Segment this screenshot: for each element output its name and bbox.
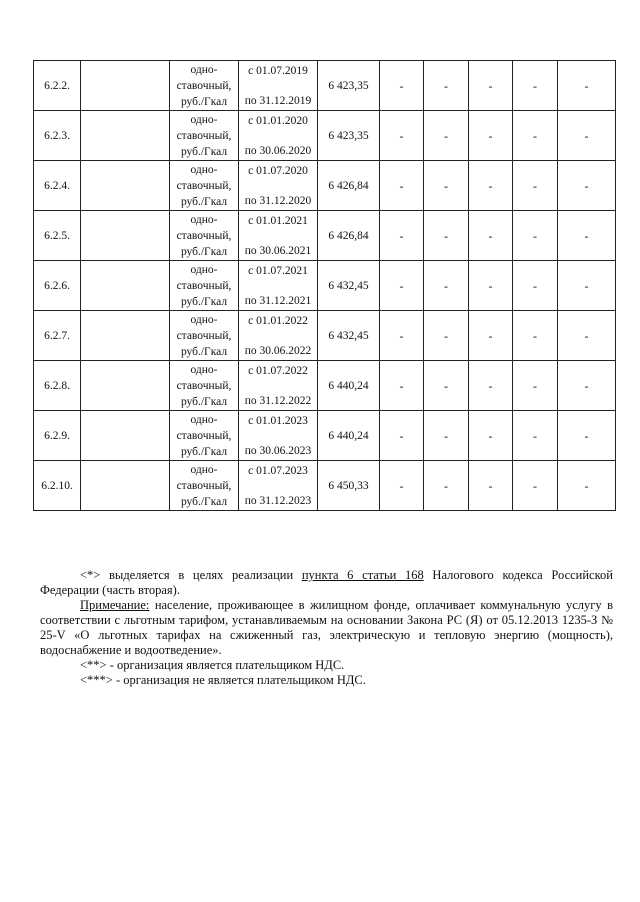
unit-line: руб./Гкал [180,95,228,108]
period-to: по 30.06.2022 [244,344,312,357]
period-from: с 01.07.2019 [248,64,308,77]
empty-value-dash: - [380,261,424,311]
tariff-value: 6 432,45 [318,311,380,361]
empty-value-dash: - [558,461,616,511]
empty-value-dash: - [558,161,616,211]
tariff-value: 6 450,33 [318,461,380,511]
tariff-value: 6 426,84 [318,211,380,261]
row-name-cell [81,161,170,211]
table-row [34,61,616,111]
unit-line: руб./Гкал [180,445,228,458]
unit-line: ставочный, [176,229,232,242]
row-name-cell [81,61,170,111]
empty-value-dash: - [513,61,558,111]
unit-cell [170,61,239,111]
unit-line: руб./Гкал [180,345,228,358]
period-cell [239,111,318,161]
row-number: 6.2.10. [34,461,81,511]
empty-value-dash: - [424,261,469,311]
row-number: 6.2.5. [34,211,81,261]
table-row [34,461,616,511]
empty-value-dash: - [380,361,424,411]
empty-value-dash: - [380,161,424,211]
row-number: 6.2.3. [34,111,81,161]
empty-value-dash: - [424,161,469,211]
unit-line: одно- [190,163,218,176]
unit-line: ставочный, [176,329,232,342]
period-cell [239,311,318,361]
table-row [34,361,616,411]
empty-value-dash: - [469,211,513,261]
empty-value-dash: - [424,111,469,161]
period-from: с 01.01.2020 [248,114,308,127]
empty-value-dash: - [513,111,558,161]
period-to: по 30.06.2021 [244,244,312,257]
tariff-table [33,60,616,511]
period-from: с 01.07.2021 [248,264,308,277]
empty-value-dash: - [469,311,513,361]
footnote-vat-payer: <**> - организация является плательщиком НДС. [80,658,345,672]
period-from: с 01.07.2022 [248,364,308,377]
period-to: по 31.12.2021 [244,294,312,307]
tariff-value: 6 432,45 [318,261,380,311]
unit-line: одно- [190,213,218,226]
empty-value-dash: - [424,461,469,511]
period-from: с 01.07.2020 [248,164,308,177]
unit-cell [170,211,239,261]
unit-line: ставочный, [176,79,232,92]
empty-value-dash: - [424,411,469,461]
remark: Примечание: население, проживающее в жилищном фонде, оплачивает коммунальную услугу в соответствии с льготным тарифом, устанавливаемым на основании Закона РС (Я) от 05.12.2013 1235-З № 25-V «О льготных тарифах на сжиженный газ, электрическую и тепловую энергию (мощность), водоснабжение и водоотведение». [40,598,613,657]
empty-value-dash: - [469,411,513,461]
tax-code-link[interactable]: пункта 6 статьи 168 [301,568,424,582]
row-number: 6.2.4. [34,161,81,211]
empty-value-dash: - [380,61,424,111]
empty-value-dash: - [558,261,616,311]
empty-value-dash: - [424,61,469,111]
unit-line: руб./Гкал [180,245,228,258]
period-cell [239,461,318,511]
row-number: 6.2.7. [34,311,81,361]
period-to: по 31.12.2019 [244,94,312,107]
unit-line: одно- [190,363,218,376]
row-name-cell [81,361,170,411]
row-name-cell [81,411,170,461]
unit-line: ставочный, [176,479,232,492]
row-name-cell [81,111,170,161]
unit-line: ставочный, [176,179,232,192]
empty-value-dash: - [469,111,513,161]
tariff-value: 6 423,35 [318,61,380,111]
unit-line: одно- [190,63,218,76]
empty-value-dash: - [558,311,616,361]
empty-value-dash: - [469,461,513,511]
table-row [34,161,616,211]
empty-value-dash: - [513,461,558,511]
unit-line: ставочный, [176,429,232,442]
empty-value-dash: - [558,61,616,111]
row-number: 6.2.6. [34,261,81,311]
unit-cell [170,111,239,161]
unit-line: одно- [190,263,218,276]
empty-value-dash: - [380,311,424,361]
row-number: 6.2.8. [34,361,81,411]
unit-line: руб./Гкал [180,145,228,158]
unit-line: руб./Гкал [180,295,228,308]
footnote-tax: <*> выделяется в целях реализации пункта 6 статьи 168 Налогового кодекса Российской Федерации (часть вторая). [40,568,613,597]
period-cell [239,361,318,411]
table-row [34,111,616,161]
period-cell [239,161,318,211]
period-cell [239,61,318,111]
empty-value-dash: - [513,211,558,261]
empty-value-dash: - [513,161,558,211]
empty-value-dash: - [380,411,424,461]
period-from: с 01.07.2023 [248,464,308,477]
row-name-cell [81,461,170,511]
period-cell [239,211,318,261]
table-row [34,411,616,461]
table-row [34,311,616,361]
period-from: с 01.01.2021 [248,214,308,227]
period-to: по 31.12.2023 [244,494,312,507]
empty-value-dash: - [424,361,469,411]
footnotes [40,568,613,688]
empty-value-dash: - [469,261,513,311]
period-to: по 31.12.2020 [244,194,312,207]
period-from: с 01.01.2023 [248,414,308,427]
unit-cell [170,311,239,361]
unit-line: одно- [190,313,218,326]
empty-value-dash: - [424,211,469,261]
empty-value-dash: - [558,361,616,411]
empty-value-dash: - [469,161,513,211]
unit-cell [170,261,239,311]
row-name-cell [81,311,170,361]
unit-line: руб./Гкал [180,395,228,408]
unit-line: одно- [190,413,218,426]
unit-line: ставочный, [176,279,232,292]
row-number: 6.2.9. [34,411,81,461]
table-row [34,261,616,311]
empty-value-dash: - [513,311,558,361]
empty-value-dash: - [558,411,616,461]
empty-value-dash: - [380,461,424,511]
row-number: 6.2.2. [34,61,81,111]
empty-value-dash: - [469,61,513,111]
empty-value-dash: - [558,211,616,261]
unit-cell [170,161,239,211]
tariff-value: 6 423,35 [318,111,380,161]
period-cell [239,411,318,461]
unit-line: одно- [190,113,218,126]
footnote-vat-non-payer: <***> - организация не является плательщиком НДС. [80,673,366,687]
empty-value-dash: - [469,361,513,411]
period-to: по 30.06.2023 [244,444,312,457]
unit-line: ставочный, [176,379,232,392]
row-name-cell [81,261,170,311]
row-name-cell [81,211,170,261]
period-to: по 31.12.2022 [244,394,312,407]
unit-cell [170,461,239,511]
empty-value-dash: - [513,361,558,411]
period-cell [239,261,318,311]
empty-value-dash: - [380,211,424,261]
table-row [34,211,616,261]
empty-value-dash: - [424,311,469,361]
empty-value-dash: - [558,111,616,161]
tariff-value: 6 426,84 [318,161,380,211]
unit-line: руб./Гкал [180,495,228,508]
empty-value-dash: - [513,411,558,461]
period-to: по 30.06.2020 [244,144,312,157]
unit-cell [170,361,239,411]
unit-line: ставочный, [176,129,232,142]
tariff-value: 6 440,24 [318,361,380,411]
empty-value-dash: - [380,111,424,161]
unit-line: руб./Гкал [180,195,228,208]
tariff-value: 6 440,24 [318,411,380,461]
empty-value-dash: - [513,261,558,311]
unit-line: одно- [190,463,218,476]
unit-cell [170,411,239,461]
period-from: с 01.01.2022 [248,314,308,327]
